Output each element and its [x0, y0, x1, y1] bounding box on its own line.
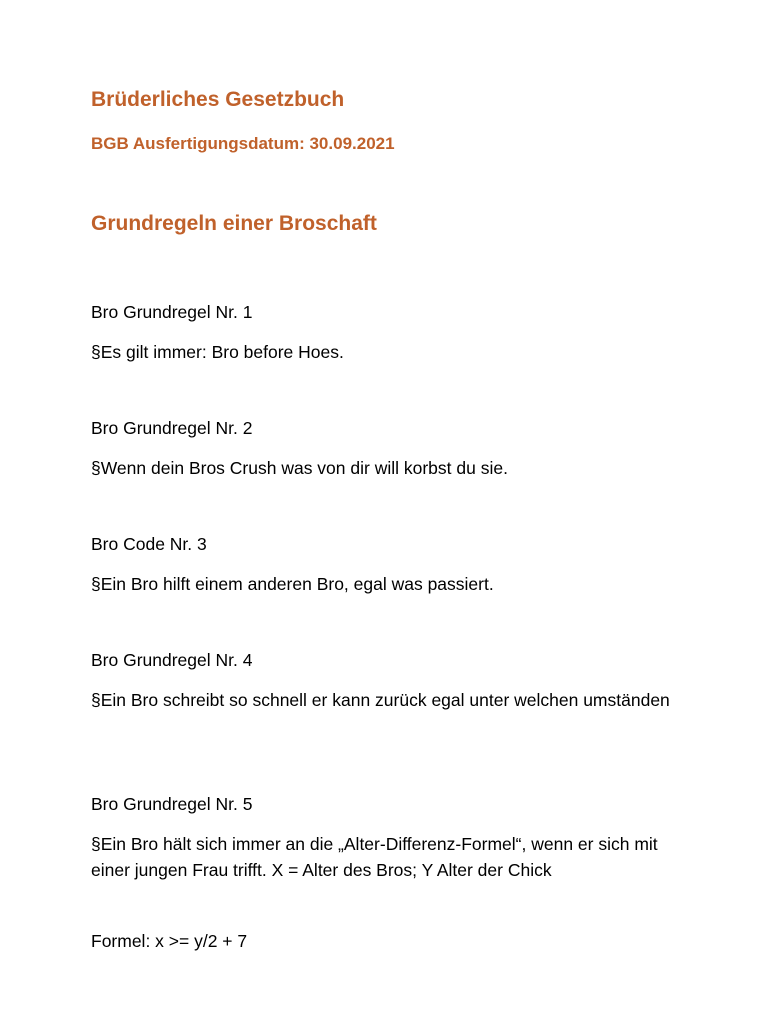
rule-2-title: Bro Grundregel Nr. 2: [91, 418, 253, 438]
section-heading: Grundregeln einer Broschaft: [91, 212, 377, 235]
formula-line: Formel: x >= y/2 + 7: [91, 931, 248, 951]
rule-5-text: §Ein Bro hält sich immer an die „Alter-Differenz-Formel“, wenn er sich mit einer jungen Frau trifft. X = Alter des Bros; Y Alter der Chick: [91, 834, 658, 880]
rule-3-text: §Ein Bro hilft einem anderen Bro, egal was passiert.: [91, 574, 494, 594]
rule-4-title: Bro Grundregel Nr. 4: [91, 650, 253, 670]
document-title: Brüderliches Gesetzbuch: [91, 88, 345, 111]
rule-2-text: §Wenn dein Bros Crush was von dir will korbst du sie.: [91, 458, 508, 478]
rule-4-text: §Ein Bro schreibt so schnell er kann zurück egal unter welchen umständen: [91, 690, 670, 710]
rule-5-title: Bro Grundregel Nr. 5: [91, 794, 253, 814]
rule-1-text: §Es gilt immer: Bro before Hoes.: [91, 342, 344, 362]
document-date: BGB Ausfertigungsdatum: 30.09.2021: [91, 134, 395, 153]
rule-3-title: Bro Code Nr. 3: [91, 534, 207, 554]
rule-1-title: Bro Grundregel Nr. 1: [91, 302, 253, 322]
